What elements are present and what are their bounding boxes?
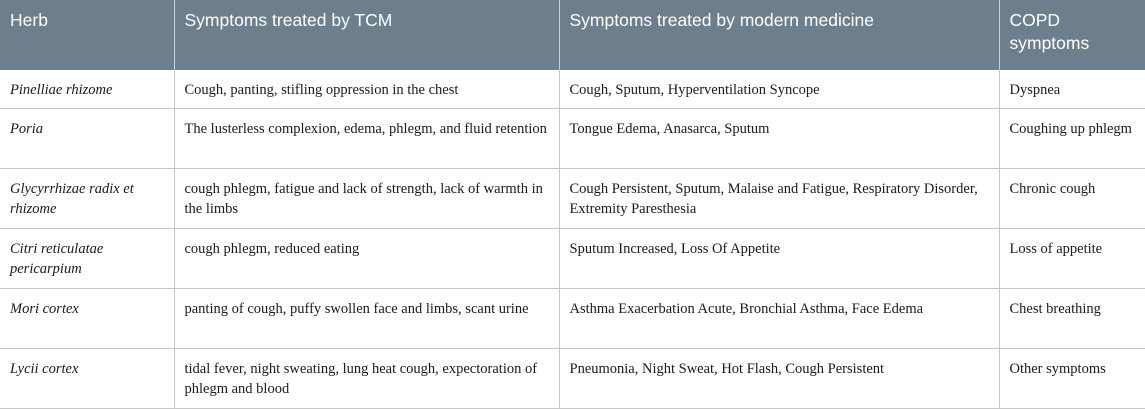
table-row [0,348,1145,408]
modern-symptoms-cell: Cough Persistent, Sputum, Malaise and Fatigue, Respiratory Disorder, Extremity Paresthesia [559,168,999,228]
herb-cell: Lycii cortex [0,348,174,408]
herb-cell: Citri reticulatae pericarpium [0,228,174,288]
table-row [0,168,1145,228]
modern-symptoms-cell: Pneumonia, Night Sweat, Hot Flash, Cough Persistent [559,348,999,408]
tcm-symptoms-cell: cough phlegm, fatigue and lack of strength, lack of warmth in the limbs [174,168,559,228]
copd-symptom-cell: Chronic cough [999,168,1145,228]
copd-symptom-cell: Coughing up phlegm [999,108,1145,168]
tcm-symptoms-cell: cough phlegm, reduced eating [174,228,559,288]
table-row [0,288,1145,348]
table-header [0,0,1145,70]
table-row [0,70,1145,108]
herb-cell: Pinelliae rhizome [0,70,174,108]
copd-symptom-cell: Loss of appetite [999,228,1145,288]
copd-symptom-cell: Chest breathing [999,288,1145,348]
herb-cell: Glycyrrhizae radix et rhizome [0,168,174,228]
table-row [0,228,1145,288]
herb-cell: Mori cortex [0,288,174,348]
copd-symptom-cell: Dyspnea [999,70,1145,108]
modern-symptoms-cell: Cough, Sputum, Hyperventilation Syncope [559,70,999,108]
tcm-symptoms-cell: panting of cough, puffy swollen face and limbs, scant urine [174,288,559,348]
header-herb: Herb [10,10,48,30]
tcm-symptoms-cell: tidal fever, night sweating, lung heat cough, expectoration of phlegm and blood [174,348,559,408]
modern-symptoms-cell: Asthma Exacerbation Acute, Bronchial Asthma, Face Edema [559,288,999,348]
table-body [0,70,1145,408]
tcm-symptoms-cell: Cough, panting, stifling oppression in the chest [174,70,559,108]
modern-symptoms-cell: Tongue Edema, Anasarca, Sputum [559,108,999,168]
header-copd-symptoms: COPD symptoms [999,0,1145,70]
modern-symptoms-cell: Sputum Increased, Loss Of Appetite [559,228,999,288]
header-row [0,0,1145,70]
header-tcm-symptoms: Symptoms treated by TCM [174,0,559,70]
header-modern-medicine-symptoms: Symptoms treated by modern medicine [559,0,999,70]
herb-cell: Poria [0,108,174,168]
tcm-symptoms-cell: The lusterless complexion, edema, phlegm, and fluid retention [174,108,559,168]
copd-symptom-cell: Other symptoms [999,348,1145,408]
table-row [0,108,1145,168]
